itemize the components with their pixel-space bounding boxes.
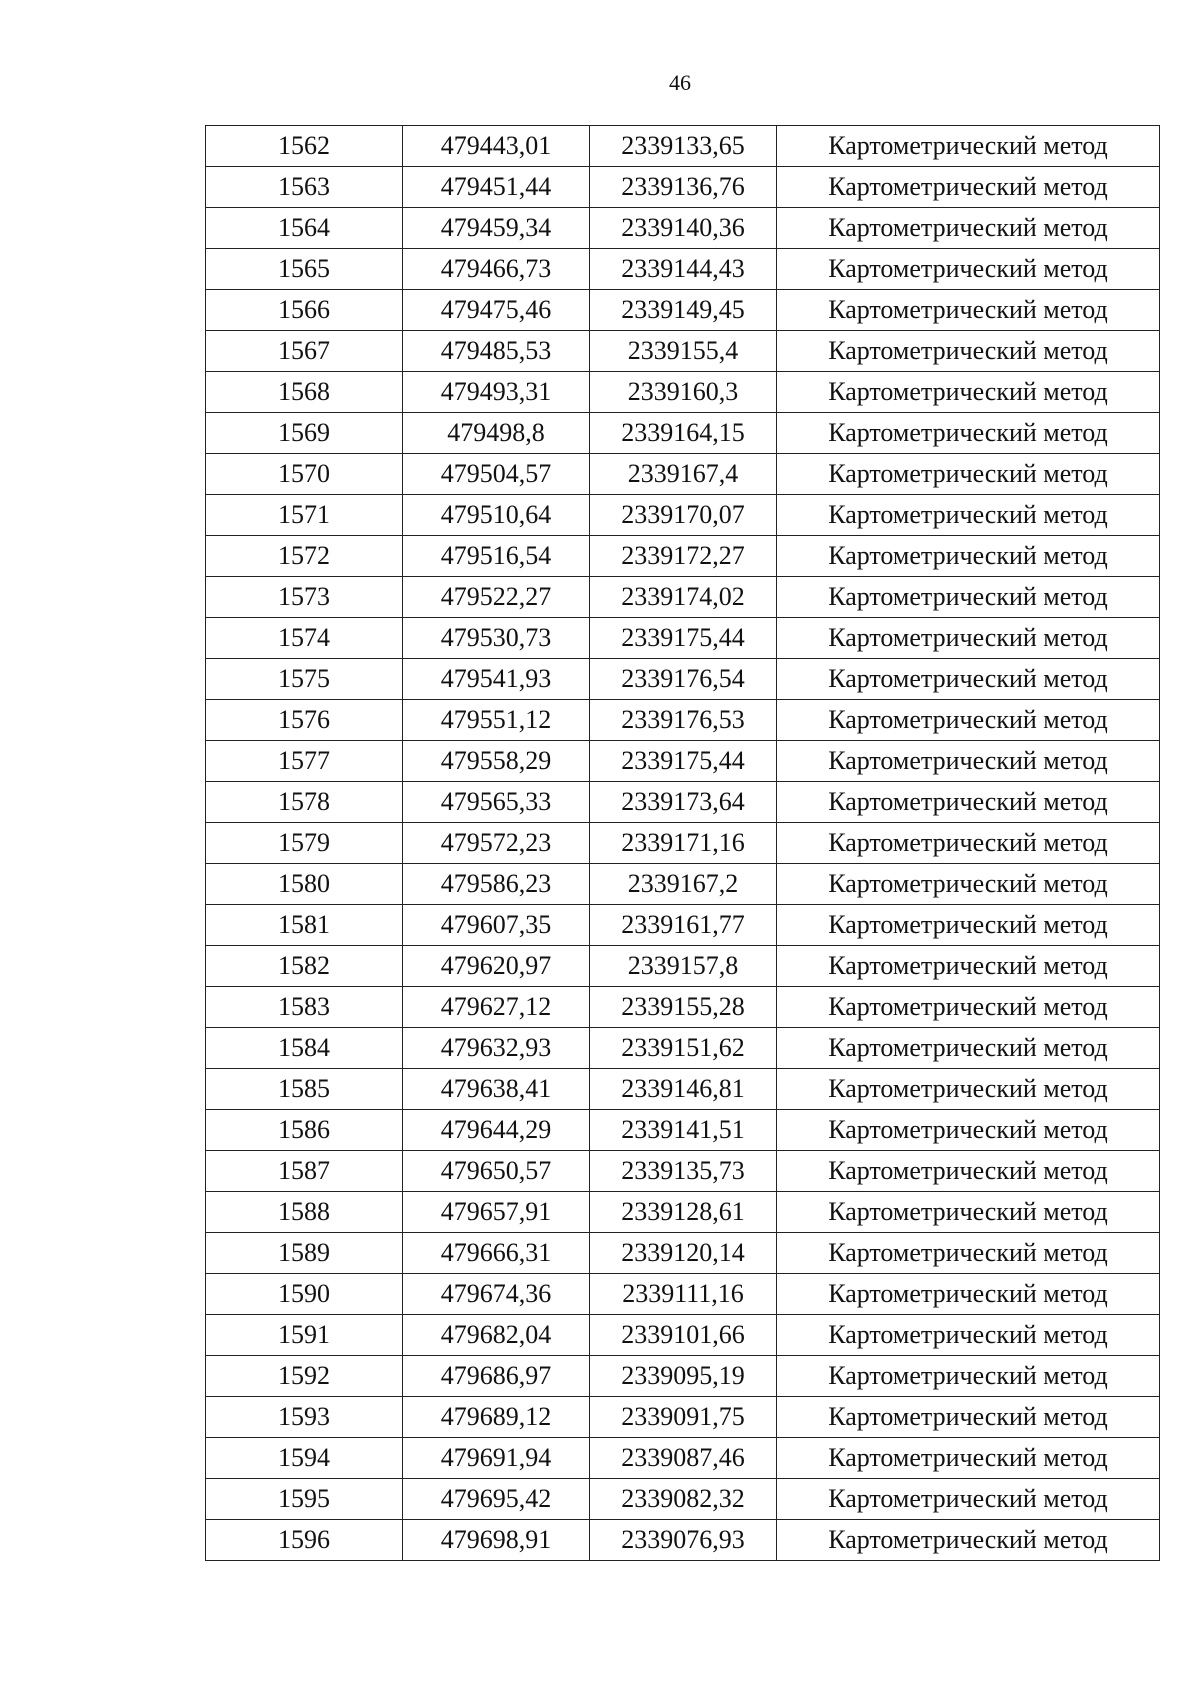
x-coordinate-cell: 479459,34 [403,208,590,249]
table-row [206,1110,1160,1151]
table-row [206,577,1160,618]
point-number-cell: 1583 [206,987,403,1028]
point-number-cell: 1596 [206,1520,403,1561]
point-number-cell: 1575 [206,659,403,700]
table-row [206,700,1160,741]
table-row [206,946,1160,987]
method-cell: Картометрический метод [777,536,1160,577]
x-coordinate-cell: 479607,35 [403,905,590,946]
table-row [206,1356,1160,1397]
x-coordinate-cell: 479627,12 [403,987,590,1028]
x-coordinate-cell: 479650,57 [403,1151,590,1192]
x-coordinate-cell: 479522,27 [403,577,590,618]
point-number-cell: 1574 [206,618,403,659]
method-cell: Картометрический метод [777,1110,1160,1151]
method-cell: Картометрический метод [777,454,1160,495]
x-coordinate-cell: 479475,46 [403,290,590,331]
point-number-cell: 1594 [206,1438,403,1479]
table-row [206,823,1160,864]
method-cell: Картометрический метод [777,1151,1160,1192]
point-number-cell: 1588 [206,1192,403,1233]
table-body [206,126,1160,1561]
table-row [206,1479,1160,1520]
point-number-cell: 1569 [206,413,403,454]
table-row [206,208,1160,249]
point-number-cell: 1581 [206,905,403,946]
x-coordinate-cell: 479530,73 [403,618,590,659]
y-coordinate-cell: 2339170,07 [590,495,777,536]
y-coordinate-cell: 2339076,93 [590,1520,777,1561]
y-coordinate-cell: 2339120,14 [590,1233,777,1274]
point-number-cell: 1590 [206,1274,403,1315]
table-row [206,618,1160,659]
method-cell: Картометрический метод [777,1356,1160,1397]
y-coordinate-cell: 2339095,19 [590,1356,777,1397]
method-cell: Картометрический метод [777,1438,1160,1479]
point-number-cell: 1586 [206,1110,403,1151]
point-number-cell: 1582 [206,946,403,987]
method-cell: Картометрический метод [777,495,1160,536]
x-coordinate-cell: 479644,29 [403,1110,590,1151]
point-number-cell: 1587 [206,1151,403,1192]
method-cell: Картометрический метод [777,331,1160,372]
point-number-cell: 1585 [206,1069,403,1110]
method-cell: Картометрический метод [777,126,1160,167]
table-row [206,1233,1160,1274]
method-cell: Картометрический метод [777,1233,1160,1274]
x-coordinate-cell: 479695,42 [403,1479,590,1520]
table-row [206,905,1160,946]
x-coordinate-cell: 479510,64 [403,495,590,536]
x-coordinate-cell: 479485,53 [403,331,590,372]
y-coordinate-cell: 2339091,75 [590,1397,777,1438]
point-number-cell: 1593 [206,1397,403,1438]
y-coordinate-cell: 2339171,16 [590,823,777,864]
x-coordinate-cell: 479504,57 [403,454,590,495]
table-row [206,987,1160,1028]
method-cell: Картометрический метод [777,823,1160,864]
x-coordinate-cell: 479572,23 [403,823,590,864]
table-row [206,1192,1160,1233]
coordinates-table-container [205,125,1159,1561]
method-cell: Картометрический метод [777,290,1160,331]
method-cell: Картометрический метод [777,1028,1160,1069]
x-coordinate-cell: 479551,12 [403,700,590,741]
coordinates-table [205,125,1160,1561]
table-row [206,1151,1160,1192]
y-coordinate-cell: 2339101,66 [590,1315,777,1356]
table-row [206,1315,1160,1356]
method-cell: Картометрический метод [777,372,1160,413]
point-number-cell: 1571 [206,495,403,536]
y-coordinate-cell: 2339149,45 [590,290,777,331]
x-coordinate-cell: 479466,73 [403,249,590,290]
point-number-cell: 1577 [206,741,403,782]
point-number-cell: 1564 [206,208,403,249]
x-coordinate-cell: 479541,93 [403,659,590,700]
method-cell: Картометрический метод [777,413,1160,454]
method-cell: Картометрический метод [777,577,1160,618]
x-coordinate-cell: 479666,31 [403,1233,590,1274]
y-coordinate-cell: 2339176,53 [590,700,777,741]
y-coordinate-cell: 2339155,28 [590,987,777,1028]
x-coordinate-cell: 479498,8 [403,413,590,454]
point-number-cell: 1576 [206,700,403,741]
point-number-cell: 1570 [206,454,403,495]
y-coordinate-cell: 2339174,02 [590,577,777,618]
y-coordinate-cell: 2339173,64 [590,782,777,823]
y-coordinate-cell: 2339175,44 [590,618,777,659]
x-coordinate-cell: 479620,97 [403,946,590,987]
y-coordinate-cell: 2339155,4 [590,331,777,372]
method-cell: Картометрический метод [777,1397,1160,1438]
point-number-cell: 1565 [206,249,403,290]
y-coordinate-cell: 2339128,61 [590,1192,777,1233]
table-row [206,659,1160,700]
x-coordinate-cell: 479565,33 [403,782,590,823]
y-coordinate-cell: 2339133,65 [590,126,777,167]
table-row [206,372,1160,413]
page-number: 46 [669,70,691,95]
y-coordinate-cell: 2339087,46 [590,1438,777,1479]
method-cell: Картометрический метод [777,1192,1160,1233]
point-number-cell: 1589 [206,1233,403,1274]
method-cell: Картометрический метод [777,167,1160,208]
method-cell: Картометрический метод [777,1520,1160,1561]
table-row [206,413,1160,454]
method-cell: Картометрический метод [777,864,1160,905]
y-coordinate-cell: 2339172,27 [590,536,777,577]
x-coordinate-cell: 479638,41 [403,1069,590,1110]
table-row [206,1397,1160,1438]
point-number-cell: 1580 [206,864,403,905]
table-row [206,536,1160,577]
table-row [206,454,1160,495]
table-row [206,1028,1160,1069]
table-row [206,1520,1160,1561]
point-number-cell: 1562 [206,126,403,167]
point-number-cell: 1563 [206,167,403,208]
x-coordinate-cell: 479586,23 [403,864,590,905]
y-coordinate-cell: 2339164,15 [590,413,777,454]
y-coordinate-cell: 2339135,73 [590,1151,777,1192]
table-row [206,495,1160,536]
x-coordinate-cell: 479698,91 [403,1520,590,1561]
y-coordinate-cell: 2339161,77 [590,905,777,946]
x-coordinate-cell: 479493,31 [403,372,590,413]
x-coordinate-cell: 479443,01 [403,126,590,167]
table-row [206,249,1160,290]
y-coordinate-cell: 2339140,36 [590,208,777,249]
x-coordinate-cell: 479689,12 [403,1397,590,1438]
method-cell: Картометрический метод [777,618,1160,659]
point-number-cell: 1579 [206,823,403,864]
point-number-cell: 1566 [206,290,403,331]
x-coordinate-cell: 479686,97 [403,1356,590,1397]
point-number-cell: 1568 [206,372,403,413]
table-row [206,126,1160,167]
method-cell: Картометрический метод [777,1069,1160,1110]
method-cell: Картометрический метод [777,208,1160,249]
x-coordinate-cell: 479558,29 [403,741,590,782]
method-cell: Картометрический метод [777,1315,1160,1356]
method-cell: Картометрический метод [777,741,1160,782]
x-coordinate-cell: 479682,04 [403,1315,590,1356]
y-coordinate-cell: 2339176,54 [590,659,777,700]
point-number-cell: 1592 [206,1356,403,1397]
table-row [206,1069,1160,1110]
table-row [206,741,1160,782]
x-coordinate-cell: 479632,93 [403,1028,590,1069]
point-number-cell: 1578 [206,782,403,823]
method-cell: Картометрический метод [777,1274,1160,1315]
point-number-cell: 1584 [206,1028,403,1069]
x-coordinate-cell: 479691,94 [403,1438,590,1479]
table-row [206,290,1160,331]
y-coordinate-cell: 2339111,16 [590,1274,777,1315]
method-cell: Картометрический метод [777,905,1160,946]
x-coordinate-cell: 479516,54 [403,536,590,577]
method-cell: Картометрический метод [777,659,1160,700]
y-coordinate-cell: 2339160,3 [590,372,777,413]
table-row [206,782,1160,823]
method-cell: Картометрический метод [777,249,1160,290]
method-cell: Картометрический метод [777,782,1160,823]
y-coordinate-cell: 2339136,76 [590,167,777,208]
x-coordinate-cell: 479657,91 [403,1192,590,1233]
y-coordinate-cell: 2339175,44 [590,741,777,782]
table-row [206,167,1160,208]
x-coordinate-cell: 479674,36 [403,1274,590,1315]
y-coordinate-cell: 2339141,51 [590,1110,777,1151]
table-row [206,1438,1160,1479]
point-number-cell: 1567 [206,331,403,372]
method-cell: Картометрический метод [777,700,1160,741]
method-cell: Картометрический метод [777,1479,1160,1520]
y-coordinate-cell: 2339167,2 [590,864,777,905]
point-number-cell: 1572 [206,536,403,577]
y-coordinate-cell: 2339167,4 [590,454,777,495]
table-row [206,864,1160,905]
y-coordinate-cell: 2339082,32 [590,1479,777,1520]
y-coordinate-cell: 2339144,43 [590,249,777,290]
x-coordinate-cell: 479451,44 [403,167,590,208]
y-coordinate-cell: 2339157,8 [590,946,777,987]
method-cell: Картометрический метод [777,946,1160,987]
y-coordinate-cell: 2339151,62 [590,1028,777,1069]
point-number-cell: 1573 [206,577,403,618]
point-number-cell: 1591 [206,1315,403,1356]
table-row [206,331,1160,372]
method-cell: Картометрический метод [777,987,1160,1028]
table-row [206,1274,1160,1315]
point-number-cell: 1595 [206,1479,403,1520]
y-coordinate-cell: 2339146,81 [590,1069,777,1110]
